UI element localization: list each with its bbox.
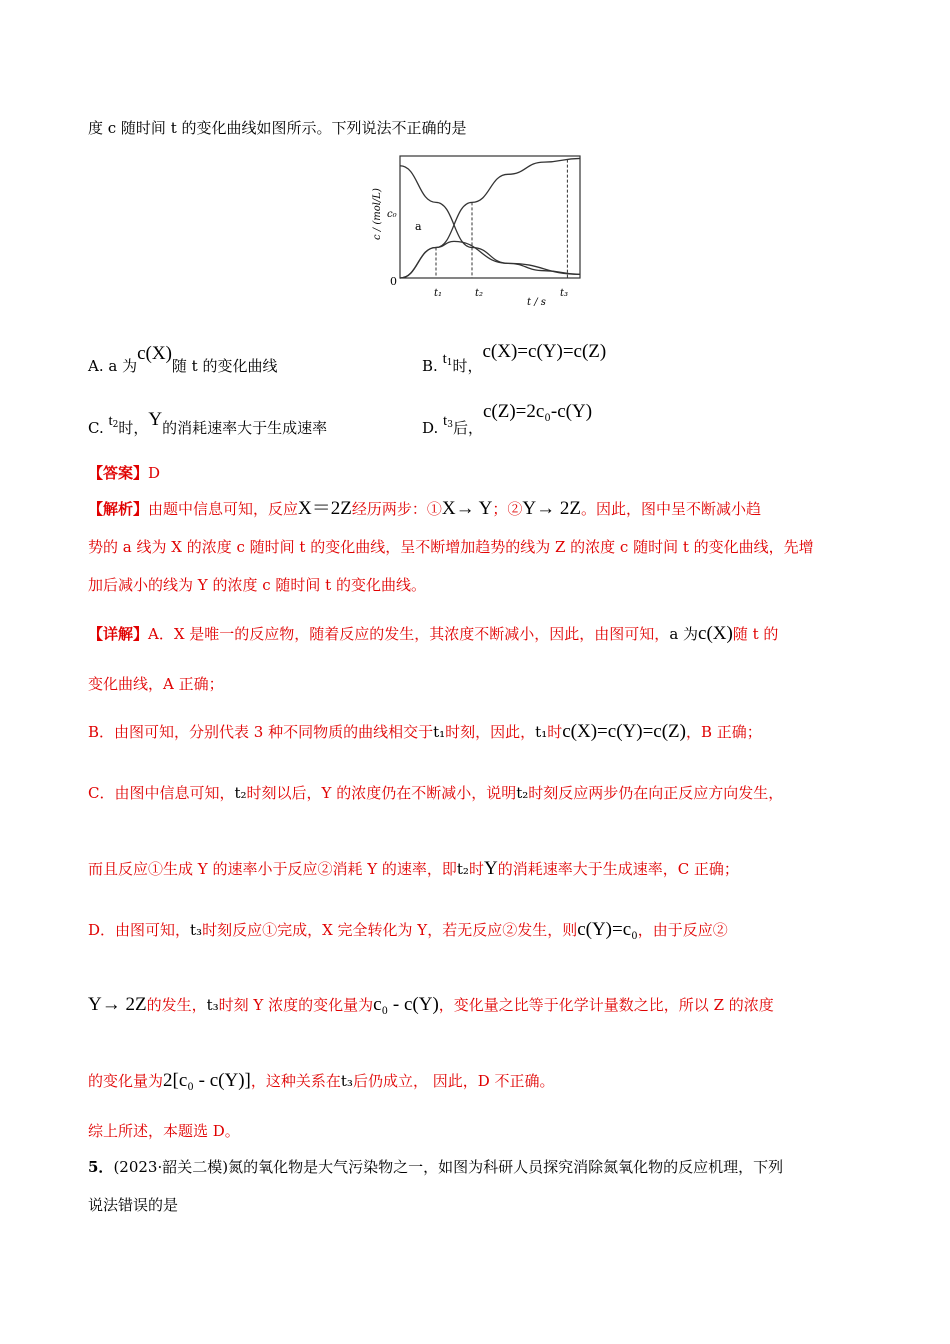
plot-frame: [400, 156, 580, 278]
detail-d-line-2: [88, 995, 774, 1015]
option-d-formula: c(Z)=2c₀-c(Y): [482, 401, 593, 422]
question5-text: (2023·韶关二模)氮的氧化物是大气污染物之一，如图为科研人员探究消除氮氧化物的反应机理，下列: [113, 1158, 784, 1176]
option-c-time: t: [108, 413, 113, 429]
detail-formula: Y: [483, 858, 498, 879]
detail-d-line-3: [88, 1071, 555, 1091]
detail-text: 时: [468, 860, 484, 878]
detail-d-line-1: [88, 920, 728, 940]
analysis-text: ；②: [492, 500, 523, 518]
detail-time: t₃: [190, 921, 203, 939]
question5-line-2: 说法错误的是: [88, 1196, 179, 1214]
y-tick-c0: c₀: [387, 209, 397, 220]
detail-text: 而且反应①生成 Y 的速率小于反应②消耗 Y 的速率，即: [88, 860, 457, 878]
curve-label-a: a: [415, 220, 422, 233]
detail-time: t₁: [433, 723, 446, 741]
reaction-step-1: X→ Y: [441, 498, 493, 519]
answer-line: [88, 463, 160, 483]
analysis-line-3: 加后减小的线为 Y 的浓度 c 随时间 t 的变化曲线。: [88, 576, 426, 594]
detail-text: 随 t 的: [732, 625, 779, 643]
detail-c-line-1: [88, 783, 783, 803]
detail-time: t₃: [206, 996, 219, 1014]
detail-text: A．X 是唯一的反应物，随着反应的发生，其浓度不断减小，因此，由图可知，: [148, 625, 670, 643]
option-c-text: 的消耗速率大于生成速率: [162, 419, 328, 437]
option-c-species: Y: [148, 409, 163, 430]
x-axis-label: t / s: [527, 297, 546, 308]
reaction-overall: X＝2Z: [298, 498, 352, 519]
answer-value: D: [148, 464, 161, 482]
question5-number: 5．: [88, 1158, 114, 1176]
option-a-text: 随 t 的变化曲线: [171, 357, 278, 375]
detail-text: 时刻以后，Y 的浓度仍在不断减小，说明: [246, 784, 517, 802]
option-b-when: 时，: [452, 357, 483, 375]
detail-text: 时刻反应①完成，X 完全转化为 Y，若无反应②发生，则: [202, 921, 578, 939]
detail-formula: c(X): [698, 623, 733, 644]
answer-label: 【答案】: [88, 464, 149, 482]
option-d-when: 后，: [452, 419, 483, 437]
detail-text: 时刻 Y 浓度的变化量为: [218, 996, 374, 1014]
detail-text: 后仍成立， 因此，D 不正确。: [352, 1072, 555, 1090]
option-a-label: A. a 为: [88, 357, 138, 375]
detail-text: 时刻，因此，: [445, 723, 536, 741]
detail-time: t₂: [516, 784, 529, 802]
detail-a-line-2: 变化曲线，A 正确；: [88, 675, 224, 693]
series-line-2: [400, 241, 580, 278]
option-c[interactable]: [88, 405, 328, 437]
series-line-3: [400, 158, 580, 278]
detail-text: 时刻反应两步仍在向正反应方向发生，: [528, 784, 784, 802]
question-intro: 度 c 随时间 t 的变化曲线如图所示。下列说法不正确的是: [88, 119, 467, 137]
detail-formula: 2[c₀ - c(Y)]: [163, 1070, 251, 1091]
concentration-time-chart: [362, 150, 587, 310]
option-a-formula: c(X): [137, 343, 172, 364]
detail-text: 的发生，: [146, 996, 207, 1014]
x-tick-t1: t₁: [434, 288, 443, 299]
detail-text: a 为: [669, 625, 699, 643]
detail-formula: Y→ 2Z: [88, 994, 147, 1015]
detail-formula: c(Y)=c₀: [577, 919, 638, 940]
analysis-line-2: 势的 a 线为 X 的浓度 c 随时间 t 的变化曲线，呈不断增加趋势的线为 Z 的浓度 c 随时间 t 的变化曲线，先增: [88, 538, 814, 556]
detail-formula: c(X)=c(Y)=c(Z): [562, 721, 686, 742]
analysis-text: 。因此，图中呈不断减小趋: [580, 500, 761, 518]
option-d-label: D.: [422, 419, 444, 437]
option-d-time-sub: 3: [447, 420, 453, 430]
x-tick-t2: t₂: [475, 288, 484, 299]
option-b-formula: c(X)=c(Y)=c(Z): [482, 341, 607, 362]
option-c-time-sub: 2: [112, 420, 119, 430]
detail-text: D．由图可知，: [88, 921, 191, 939]
detail-time: t₁: [535, 723, 548, 741]
question5-line-1: [88, 1157, 783, 1177]
detail-label: 【详解】: [88, 625, 149, 643]
detail-formula: c₀ - c(Y): [373, 994, 439, 1015]
detail-text: C．由图中信息可知，: [88, 784, 235, 802]
series-line-1: [400, 166, 580, 275]
option-a[interactable]: [88, 343, 278, 375]
detail-time: t₃: [340, 1072, 353, 1090]
option-b-time-sub: 1: [446, 358, 453, 368]
detail-b-line: [88, 722, 762, 742]
analysis-text: 由题中信息可知，反应: [148, 500, 299, 518]
reaction-step-2: Y→ 2Z: [522, 498, 581, 519]
x-tick-t3: t₃: [560, 288, 569, 299]
y-axis-label: c / (mol/L): [372, 188, 383, 240]
detail-summary: 综上所述，本题选 D。: [88, 1122, 240, 1140]
y-tick-zero: 0: [390, 275, 397, 288]
analysis-line-1: [88, 499, 761, 519]
option-b-time: t: [442, 351, 447, 367]
detail-text: 时: [547, 723, 563, 741]
detail-text: 的消耗速率大于生成速率，C 正确；: [497, 860, 739, 878]
option-d[interactable]: [422, 401, 593, 437]
detail-text: B．由图可知，分别代表 3 种不同物质的曲线相交于: [88, 723, 434, 741]
option-c-when: 时，: [118, 419, 149, 437]
analysis-text: 经历两步：①: [351, 500, 442, 518]
detail-a-line-1: [88, 624, 778, 644]
analysis-label: 【解析】: [88, 500, 149, 518]
detail-c-line-2: [88, 859, 739, 879]
detail-time: t₂: [234, 784, 247, 802]
detail-text: ，由于反应②: [637, 921, 728, 939]
option-b-label: B.: [422, 357, 443, 375]
detail-time: t₂: [456, 860, 469, 878]
detail-text: 的变化量为: [88, 1072, 164, 1090]
option-c-label: C.: [88, 419, 109, 437]
option-d-time: t: [443, 413, 448, 429]
option-b[interactable]: [422, 341, 607, 375]
detail-text: ，这种关系在: [250, 1072, 341, 1090]
detail-text: ，变化量之比等于化学计量数之比，所以 Z 的浓度: [438, 996, 774, 1014]
detail-text: ，B 正确；: [685, 723, 762, 741]
